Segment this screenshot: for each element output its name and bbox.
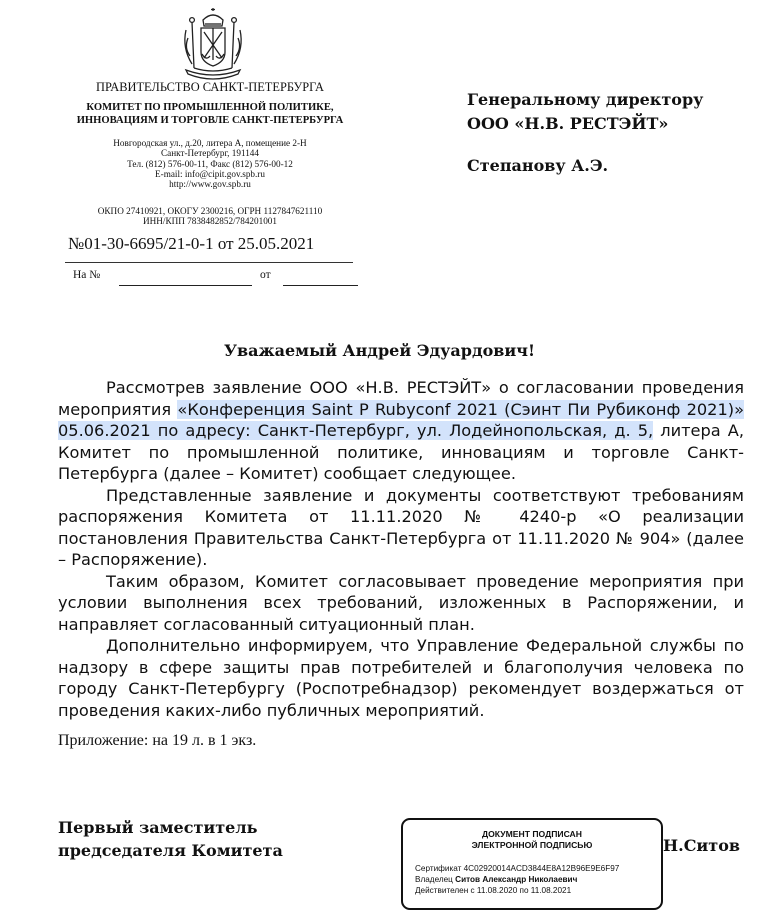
signer-position <box>58 816 283 862</box>
paragraph-1 <box>58 377 744 485</box>
selected-text[interactable]: «Конференция Saint P Rubyconf 2021 (Сэинт Пи Рубиконф 2021)» 05.06.2021 по адресу: Санкт-Петербург, ул. Лодейнопольская, д. 5, <box>58 399 744 440</box>
email: E-mail: info@cipit.gov.spb.ru <box>155 168 265 179</box>
addressee-name: Степанову А.Э. <box>467 156 609 175</box>
sender-codes <box>60 206 360 227</box>
paragraph-4: Дополнительно информируем, что Управление Федеральной службы по надзору в сфере защиты прав потребителей и благополучия человека по городу Санкт-Петербургу (Роспотребнадзор) рекомендует воздержаться от проведения каких-либо публичных мероприятий. <box>58 636 744 720</box>
signer-name: Н.Ситов <box>663 836 740 855</box>
addressee-position: Генеральному директору <box>467 90 704 109</box>
stamp-owner-name: Ситов Александр Николаевич <box>455 875 578 884</box>
letter-body <box>58 377 744 721</box>
committee-line-1: КОМИТЕТ ПО ПРОМЫШЛЕННОЙ ПОЛИТИКЕ, <box>86 102 334 113</box>
stamp-validity: Действителен с 11.08.2020 по 11.08.2021 <box>415 886 572 895</box>
sender-committee <box>50 101 370 127</box>
stamp-title <box>403 829 661 850</box>
reply-date-blank <box>283 285 358 286</box>
registration-number: №01-30-6695/21-0-1 от 25.05.2021 <box>68 234 315 253</box>
coat-of-arms-icon <box>180 8 246 82</box>
signer-position-line-1: Первый заместитель <box>58 818 258 837</box>
paragraph-2: Представленные заявление и документы соответствуют требованиям распоряжения Комитета от 11.11.2020 № 4240-р «О реализации постановления Правительства Санкт-Петербурга от 11.11.2020 № 904» (далее – Распоряжение). <box>58 485 744 569</box>
attachment-note: Приложение: на 19 л. в 1 экз. <box>58 732 257 749</box>
electronic-signature-stamp <box>401 818 663 910</box>
reply-date-label: от <box>260 269 271 281</box>
stamp-title-line-1: ДОКУМЕНТ ПОДПИСАН <box>482 829 582 839</box>
greeting: Уважаемый Андрей Эдуардович! <box>224 341 535 360</box>
reply-number-blank <box>119 285 252 286</box>
paragraph-1-end: литера А, Комитет по промышленной политике, инновациям и торговле Санкт-Петербурга (далее – Комитет) сообщает следующее. <box>58 421 744 483</box>
reply-number-label: На № <box>73 269 101 281</box>
codes-line-2: ИНН/КПП 7838482852/784201001 <box>143 216 277 227</box>
stamp-owner <box>415 875 577 885</box>
paragraph-1-start: Рассмотрев заявление ООО «Н.В. РЕСТЭЙТ» о согласовании проведения мероприятия <box>58 378 744 419</box>
address-line-1: Новгородская ул., д.20, литера А, помещение 2-Н <box>113 138 307 148</box>
address-line-2: Санкт-Петербург, 191144 <box>161 148 259 159</box>
signer-position-line-2: председателя Комитета <box>58 841 283 860</box>
sender-government: ПРАВИТЕЛЬСТВО САНКТ-ПЕТЕРБУРГА <box>96 80 324 94</box>
phone-fax: Тел. (812) 576-00-11, Факс (812) 576-00-12 <box>127 158 293 169</box>
stamp-certificate: Сертификат 4C02920014ACD3844E8A12B96E9E6F97 <box>415 864 620 873</box>
addressee-company: ООО «Н.В. РЕСТЭЙТ» <box>467 114 669 133</box>
divider <box>65 262 353 263</box>
stamp-title-line-2: ЭЛЕКТРОННОЙ ПОДПИСЬЮ <box>471 839 593 850</box>
stamp-owner-label: Владелец <box>415 875 456 884</box>
codes-line-1: ОКПО 27410921, ОКОГУ 2300216, ОГРН 1127847621110 <box>97 206 323 216</box>
committee-line-2: ИННОВАЦИЯМ И ТОРГОВЛЕ САНКТ-ПЕТЕРБУРГА <box>76 115 344 126</box>
sender-address <box>60 138 360 189</box>
paragraph-3: Таким образом, Комитет согласовывает проведение мероприятия при условии выполнения всех требований, изложенных в Распоряжении, и направляет согласованный ситуационный план. <box>58 571 744 634</box>
website: http://www.gov.spb.ru <box>169 179 251 190</box>
